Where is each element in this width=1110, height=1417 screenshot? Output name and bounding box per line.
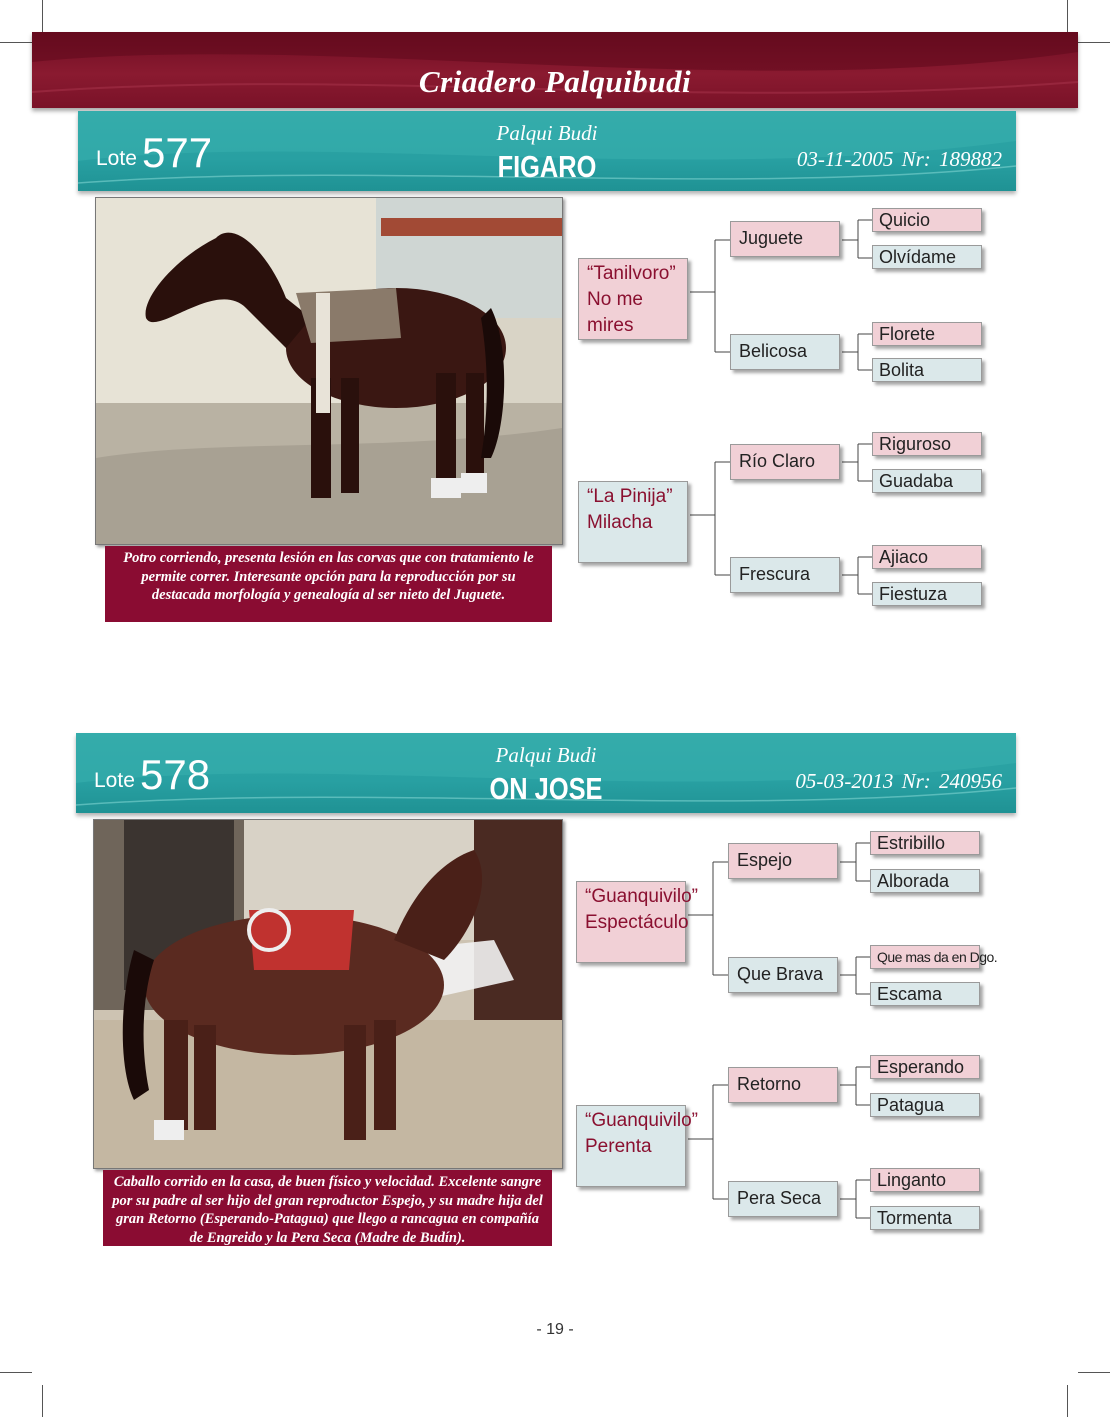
lot-label: Lote [96, 147, 137, 170]
pedigree-sire-sire: Juguete [730, 221, 840, 257]
page-number: - 19 - [536, 1321, 574, 1338]
pedigree-ggparent: Florete [872, 322, 982, 346]
pedigree-dam-line1: “La Pinija” [587, 486, 673, 507]
pedigree-dam [576, 1105, 698, 1187]
pedigree-ggparent: Ajiaco [872, 545, 982, 569]
pedigree-sire [578, 258, 688, 340]
pedigree-sire [576, 881, 698, 963]
pedigree-dam-line2: Milacha [587, 512, 653, 533]
pedigree-dam-sire: Río Claro [730, 444, 840, 480]
horse-description: Potro corriendo, presenta lesión en las corvas que con tratamiento le permite correr. Interesante opción para la reproducción por su destacada morfología y genealogía al ser nieto del Juguete. [105, 546, 552, 622]
page-title: Criadero Palquibudi [418, 64, 692, 99]
pedigree-ggparent: Fiestuza [872, 582, 982, 606]
horse-description: Caballo corrido en la casa, de buen físico y velocidad. Excelente sangre por su padre al ser hijo del gran reproductor Espejo, y su madre hija del gran Retorno (Esperando-Patagua) que llego a rancagua en compañía de Engreido y la Pera Seca (Madre de Budín). [103, 1170, 552, 1246]
pedigree-ggparent: Guadaba [872, 469, 982, 493]
pedigree-sire-line1: “Tanilvoro” [587, 263, 676, 284]
lot-number: 578 [140, 751, 211, 798]
pedigree-ggparent: Riguroso [872, 432, 982, 456]
pedigree-ggparent: Alborada [870, 869, 980, 893]
pedigree-dam-dam: Pera Seca [728, 1181, 838, 1217]
pedigree-sire-dam: Belicosa [730, 334, 840, 370]
pedigree-ggparent: Linganto [870, 1168, 980, 1192]
pedigree-ggparent: Que mas da en Dgo. [870, 945, 980, 969]
pedigree-dam [578, 481, 688, 563]
pedigree-sire-sire: Espejo [728, 843, 838, 879]
pedigree-ggparent: Quicio [872, 208, 982, 232]
pedigree-dam-sire: Retorno [728, 1067, 838, 1103]
pedigree-dam-line2: Perenta [585, 1136, 652, 1157]
pedigree-ggparent: Bolita [872, 358, 982, 382]
pedigree-ggparent: Escama [870, 982, 980, 1006]
pedigree-sire-line1: “Guanquivilo” [585, 886, 698, 907]
pedigree-ggparent: Olvídame [872, 245, 982, 269]
horse-photo [93, 819, 563, 1169]
horse-name: ON JOSE [489, 771, 603, 806]
breeder-name: Palqui Budi [495, 743, 597, 767]
lot-header-band [76, 733, 1016, 813]
pedigree-sire-dam: Que Brava [728, 957, 838, 993]
pedigree-sire-line2: No me mires [587, 289, 643, 336]
lot-number: 577 [142, 129, 213, 176]
pedigree-ggparent: Patagua [870, 1093, 980, 1117]
birth-date-registration: 03-11-2005 Nr: 189882 [796, 147, 1002, 171]
pedigree-dam-dam: Frescura [730, 557, 840, 593]
lot-label: Lote [94, 769, 135, 792]
pedigree-dam-line1: “Guanquivilo” [585, 1110, 698, 1131]
birth-date-registration: 05-03-2013 Nr: 240956 [795, 769, 1002, 793]
pedigree-ggparent: Esperando [870, 1055, 980, 1079]
pedigree-ggparent: Tormenta [870, 1206, 980, 1230]
breeder-name: Palqui Budi [496, 121, 598, 145]
horse-name: FIGARO [497, 149, 597, 184]
pedigree-sire-line2: Espectáculo [585, 912, 689, 933]
pedigree-ggparent: Estribillo [870, 831, 980, 855]
